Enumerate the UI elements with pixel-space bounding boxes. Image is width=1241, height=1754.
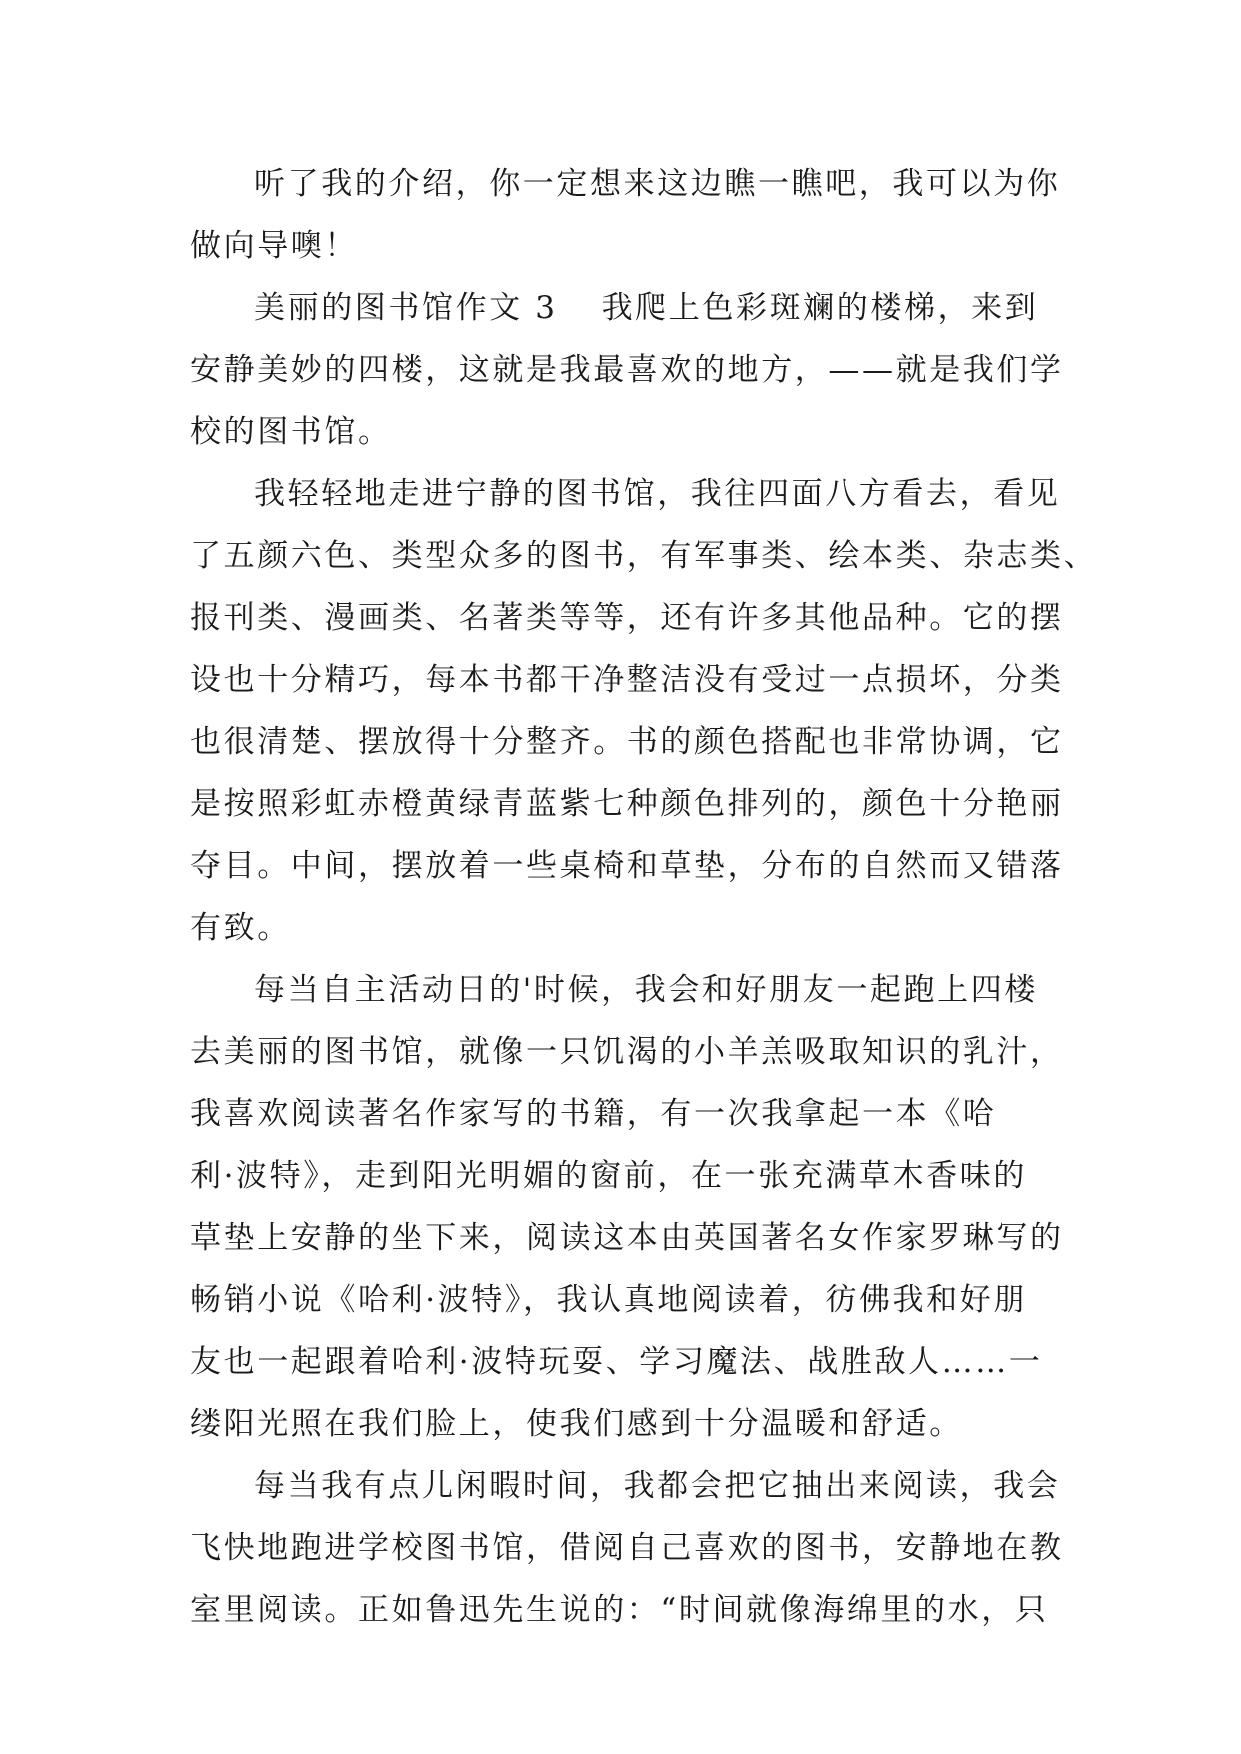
text-line: 去美丽的图书馆，就像一只饥渴的小羊羔吸取知识的乳汁， <box>190 1034 1064 1070</box>
text-line: 有致。 <box>190 910 291 946</box>
text-line: 是按照彩虹赤橙黄绿青蓝紫七种颜色排列的，颜色十分艳丽 <box>190 786 1064 822</box>
text-line-fragment: 我爬上色彩斑斓的楼梯，来到 <box>601 290 1039 326</box>
text-line: 校的图书馆。 <box>190 414 392 450</box>
text-line: 报刊类、漫画类、名著类等等，还有许多其他品种。它的摆 <box>190 600 1064 636</box>
text-line: 我喜欢阅读著名作家写的书籍，有一次我拿起一本《哈 <box>190 1096 997 1132</box>
text-line: 每当自主活动日的'时候，我会和好朋友一起跑上四楼 <box>254 972 1038 1008</box>
text-line: 做向导噢！ <box>190 228 358 264</box>
text-line: 夺目。中间，摆放着一些桌椅和草垫，分布的自然而又错落 <box>190 848 1064 884</box>
text-line: 听了我的介绍，你一定想来这边瞧一瞧吧，我可以为你 <box>254 166 1061 202</box>
text-line: 畅销小说《哈利·波特》，我认真地阅读着，彷佛我和好朋 <box>190 1282 1027 1318</box>
text-line: 飞快地跑进学校图书馆，借阅自己喜欢的图书，安静地在教 <box>190 1530 1064 1566</box>
text-line: 也很清楚、摆放得十分整齐。书的颜色搭配也非常协调，它 <box>190 724 1064 760</box>
text-line <box>190 277 1050 339</box>
document-body <box>190 153 1098 1641</box>
text-line: 每当我有点儿闲暇时间，我都会把它抽出来阅读，我会 <box>254 1468 1061 1504</box>
text-line: 草垫上安静的坐下来，阅读这本由英国著名女作家罗琳写的 <box>190 1220 1064 1256</box>
text-line: 安静美妙的四楼，这就是我最喜欢的地方，——就是我们学 <box>190 352 1064 388</box>
text-line: 缕阳光照在我们脸上，使我们感到十分温暖和舒适。 <box>190 1406 963 1442</box>
text-line: 利·波特》，走到阳光明媚的窗前，在一张充满草木香味的 <box>190 1158 1027 1194</box>
text-line: 友也一起跟着哈利·波特玩耍、学习魔法、战胜敌人……一 <box>190 1344 1043 1380</box>
essay-heading: 美丽的图书馆作文 3 <box>254 290 558 326</box>
text-line: 设也十分精巧，每本书都干净整洁没有受过一点损坏，分类 <box>190 662 1064 698</box>
text-line: 我轻轻地走进宁静的图书馆，我往四面八方看去，看见 <box>254 476 1061 512</box>
text-line: 了五颜六色、类型众多的图书，有军事类、绘本类、杂志类、 <box>190 538 1098 574</box>
text-line: 室里阅读。正如鲁迅先生说的：“时间就像海绵里的水，只 <box>190 1592 1049 1628</box>
